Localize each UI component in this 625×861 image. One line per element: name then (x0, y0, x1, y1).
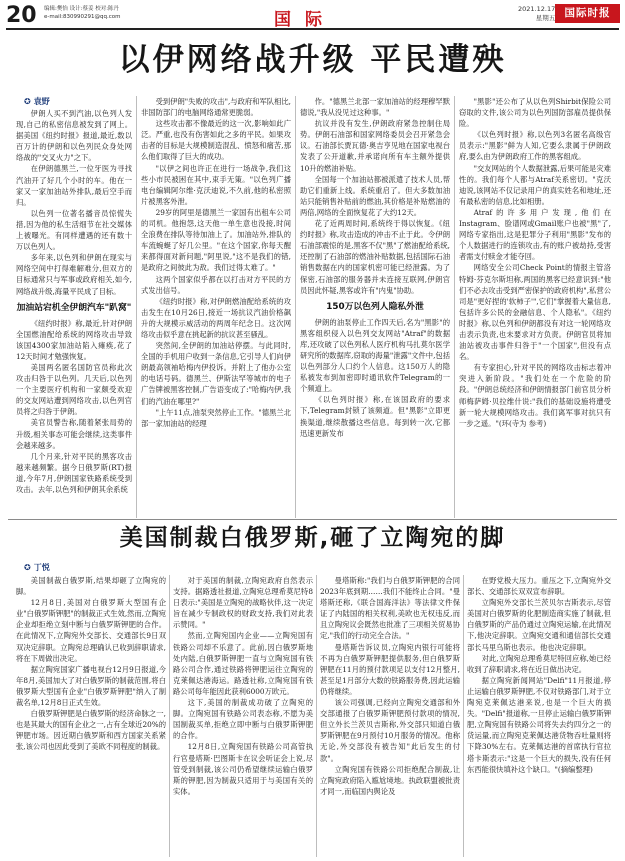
newspaper-logo: 国际时报 (555, 4, 620, 23)
page-number: 20 (6, 3, 37, 28)
paragraph: 12月8日,立陶宛国有铁路公司高管执行官曼塔斯·巴图斯卡在议会听证会上说,尽管受到制裁,该公司仍希望继续运输白俄罗斯的钾肥,因为制裁只适用于与美国有关的实体。 (173, 742, 313, 796)
weekday-text: 星期五 (535, 14, 556, 22)
paragraph: 作。"德黑兰北部一家加油站的经理穆罕默德说,"我从没见过这种事。" (300, 97, 450, 118)
paragraph: 《纽约时报》称,最近,针对伊朗全国燃油配给系统的网络攻击导致该国4300家加油站陷入瘫痪,花了12天时间才勉强恢复。 (16, 318, 132, 361)
paragraph: "黑影"还公布了从以色列Shirbit保险公司窃取的文件,该公司为以色列国防部雇员提供保险。 (459, 97, 611, 129)
star-icon: ✪ (24, 97, 31, 106)
article1-column-2 (141, 96, 291, 518)
article1-byline (24, 96, 50, 107)
paragraph: 《以色列时报》称,以色列3名匿名高级官员表示:"黑影"鲜为人知,它要么隶属于伊朗政府,要么由为伊朗政府工作的黑客组成。 (459, 130, 611, 162)
article1-author: 袁野 (33, 97, 50, 106)
paragraph: 然而,立陶宛国内企业——立陶宛国有铁路公司却不乐意了。此前,因白俄罗斯地处内陆,白俄罗斯钾肥一直与立陶宛国有铁路公司合作,通过铁路将钾肥运往立陶宛的克莱佩达港海运。路透社称,立陶宛国有铁路公司每年能因此获利6000万欧元。 (173, 631, 313, 696)
credits (44, 5, 120, 21)
paragraph: 伊朗人买不到汽油,以色列人发现,自己的私密信息被发到了网上。据美国《纽约时报》报道,最近,数以百万计的伊朗和以色列民众身处网络战的"交叉火力"之下。 (16, 109, 132, 163)
paragraph: 在野党极大压力。重压之下,立陶宛外交部长、交通部长双双宣布辞职。 (467, 576, 611, 597)
paragraph: 突然间,全伊朗的加油站停摆。与此同时,全国的手机用户收到一条信息,它引导人们向伊朗最高领袖哈梅内伊投诉。并附上了他办公室的电话号码。德黑兰、伊斯法罕等城市的电子广告牌被黑客控制,广告语变成了:"哈梅内伊,我们的汽油在哪里?" (141, 341, 291, 406)
date-text: 2021.12.17 (518, 5, 556, 13)
issue-date (518, 5, 555, 23)
paragraph: 曼塔斯告诉议员,立陶宛内银行可能将不再为白俄罗斯钾肥提供服务,但白俄罗斯钾肥在11月的预付款项足以支付12月整月,甚至足1月部分大数的铁路服务费,因此运输仍将继续。 (320, 642, 460, 696)
article2-column-1 (16, 575, 166, 857)
paragraph: Atraf的许多用户发现,他们在Instagram、脸谱网或Gmail账户也被"黑"了,网络专家指出,这是犯罪分子利用"黑影"发布的个人数据进行的连锁攻击,有的账户被劫持,受害者需支付赎金才能夺回。 (459, 207, 611, 262)
column-divider (136, 96, 137, 518)
column-divider (454, 96, 455, 518)
credits-email: e-mail:830990291@qq.com (44, 14, 121, 20)
paragraph: 伊朗的油泵停止工作四天后,名为"黑影"的黑客组织侵入以色列交友网站"Atraf"的数据库,还攻破了以色列私人医疗机构马扎莫尔医学研究所的数据库,窃取的海量"泄露"文件中,包括以色列部分人口约个人信息。这150万人的隐私被发布到加密即时通讯软件Telegram的一个频道上。 (300, 317, 450, 394)
paragraph: 全国每一个加油站都被派遣了技术人员,帮助它们重新上线。系统重启了。但大多数加油站只能销售补贴前的燃油,其价格是补贴燃油的两倍,网络的全面恢复花了大约12天。 (300, 174, 450, 217)
article1-column-4 (459, 96, 611, 518)
paragraph: 白俄罗斯钾肥是白俄罗斯的经济命脉之一,也是其最大的国有企业之一,占有全球近20%的钾肥市场。因近期白俄罗斯和西方国家关系紧张,该公司也因此受到了美欧不同程度的制裁。 (16, 709, 166, 752)
masthead-rule (6, 28, 619, 30)
paragraph: 美官员警告称,随着紧张局势的升级,相关事态可能会继续,这类事件会越来越多。 (16, 418, 132, 450)
paragraph: 网络安全公司Check Point的情报主管洛特姆·芬克尔斯坦称,两国的黑客已经意识到:"他们不必去攻击受到严密保护的政府机构",私营公司是"更好捏的'软柿子'",它们"掌握着大量信息,包括许多公民的金融信息、个人隐私"。《纽约时报》称,以色列和伊朗都没有对这一轮网络攻击表示负责,也未要求对方负责。伊朗官员将加油站被攻击事件归咎于"一个国家",但没有点名。 (459, 263, 611, 362)
article2-column-3 (320, 575, 460, 857)
paragraph: 以色列一位著名播音员惊慌失措,因为他的私生活细节在社交媒体上被曝光。有同样遭遇的还有数十万以色列人。 (16, 208, 132, 252)
section-title: 国际 (274, 10, 336, 30)
paragraph: 立陶宛外交部长兰茨贝尔吉斯表示,尽管美国对白俄罗斯的化肥制造商实施了制裁,但白俄罗斯的产品仍通过立陶宛运输,在此情况下,他决定辞职。立陶宛交通和通信部长交通部长马里乌斯也表示。他也决定辞职。 (467, 598, 611, 652)
article2-byline (24, 562, 50, 573)
paragraph: 该公司强调,已经向立陶宛交通部和外交部通报了白俄罗斯钾肥预付款项的情况,但立外长兰茨贝吉斯称,外交部只知道白俄罗斯钾肥在9月预付10月服务的情况。他称无论,外交部没有被告知"此后发生的付款"。 (320, 698, 460, 763)
paragraph: 据立陶宛新闻网站"Delfi"11月报道,停止运输白俄罗斯钾肥,不仅对铁路部门,对于立陶宛克莱佩达港来说,也是一个巨大的损失。"Delfi"报道称,一旦停止运输白俄罗斯钾肥,立陶宛国有铁路公司将失去约四分之一的货运量,而立陶宛克莱佩达港货物吞吐量则将下降30%左右。克莱佩达港的首席执行官拉塔卡斯表示:"这是一个巨大的损失,没有任何东西能很快填补这个缺口。"(摘编整理) (467, 675, 611, 774)
paragraph: 花了近两周时间,系统终于得以恢复。《纽约时报》称,攻击造成的冲击不止于此。令伊朗石油部震惊的是,黑客不仅"黑"了燃油配给系统,还控制了石油部的燃油补贴数据,包括国际石油销售数据在内的国家机密可能已经泄露。为了保密,石油部的服务器并未连接互联网,伊朗官员因此怀疑,黑客或许有"内鬼"协助。 (300, 219, 450, 295)
column-divider (463, 575, 464, 857)
column-divider (316, 575, 317, 857)
article2-column-4 (467, 575, 611, 857)
paragraph: 对此,立陶宛总理希莫尼特回应称,她已经收到了辞职请求,将在近日做出决定。 (467, 653, 611, 674)
paragraph: 立陶宛国有铁路公司拒绝配合制裁,让立陶宛政府陷入尴尬境地。执政联盟被批责才同一,而临国内舆论及 (320, 764, 460, 796)
paragraph: 对于美国的制裁,立陶宛政府自然表示支持。据路透社报道,立陶宛总理希莫尼特8日表示:"美国是立陶宛的战略伙伴,这一决定旨在减少专制政权的财政支持,我们对此表示赞同。" (173, 576, 313, 630)
article1-subheading-1: 加油站宕机全伊朗汽车"趴窝" (16, 302, 132, 313)
paragraph: 有专家担心,针对平民的网络攻击标志着冲突进入新阶段。"我们处在一个危险的阶段。"伊朗总统经济和伊朗情报部门前官员分析师梅萨姆·贝拉维什说:"我们的基础设施将遭受新一轮大规模网络攻击。我们离军事对抗只有一步之遥。"(环(寺为 参考) (459, 363, 611, 428)
paragraph: 这两个国家似乎都在以打击对方平民的方式发出信号。 (141, 274, 291, 295)
star-icon: ✪ (24, 563, 31, 572)
paragraph: 在伊朗德黑兰,一位牙医为寻找汽油开了好几个小时的车。他在一家又一家加油站外排队,最后空手而归。 (16, 164, 132, 207)
column-divider (169, 575, 170, 857)
a1c1-paras (16, 108, 132, 297)
paragraph: 29岁的阿里是德黑兰一家国有出租车公司的司机。他抱怨,这天他一单生意也没接,时间全浪费在排队等待加油上了。加油站外,排队的车流蜿蜒了好几公里。"在这个国家,你每天醒来都得面对新问题,"阿里说,"这不是我们的错,是政府之间彼此为敌。我们过得太难了。" (141, 207, 291, 273)
article1-column-1 (16, 108, 132, 518)
paragraph: 几个月来,针对平民的黑客攻击越来越频繁。据今日俄罗斯(RT)报道,今年7月,伊朗国家铁路系统受到攻击。去年,以色列和伊朗其余系统 (16, 451, 132, 494)
article2-column-2 (173, 575, 313, 857)
paragraph: "以伊之间也许正在进行一场战争,我们这些小市民被困在其中,束手无策。"以色列广播电台编辑阿尔维·克沃迪说,不久前,他的私密照片被黑客外泄。 (141, 163, 291, 206)
paragraph: 曼塔斯称:"我们与白俄罗斯钾肥的合同2023年底到期……我们不能终止合同。"曼塔斯还称,《联合国海洋法》等法律文件保证了内陆国的相关权利,美欧也无权违反,而且立陶宛议会既然也批准了三项相关贸易协定,"我们的行动完全合法。" (320, 576, 460, 641)
paragraph: 美国两名匿名国防官员称此次攻击归咎于以色列。几天后,以色列一个主要医疗机构和一家颇受欢迎的交友网站遭到网络攻击,以色列官员将之归咎于伊朗。 (16, 362, 132, 417)
paragraph: 抗议并没有发生,伊朗政府紧急控制住局势。伊朗石油部和国家网络委员会召开紧急会议。石油部长贾瓦德·奥吉亨见地在国家电视台发表了公开道歉,并承诺向所有车主额外提供10升的燃油补贴。 (300, 119, 450, 173)
paragraph: 受到伊朗"失败的攻击",与政府和军队相比,非国防部门的电脑网络通常更脆弱。 (141, 97, 291, 118)
article2-headline: 美国制裁白俄罗斯,砸了立陶宛的脚 (119, 525, 506, 551)
paragraph: 据立陶宛国家广播电视台12月9日报道,今年8月,美国加大了对白俄罗斯的制裁范围,将白俄罗斯大型国有企业"白俄罗斯钾肥"纳入了制裁名单,12月8日正式生效。 (16, 664, 166, 708)
credits-editors: 编辑:樊怡 设计:蔡姜 校对:陈丹 (44, 6, 120, 12)
paragraph: "上午11点,油泵突然停止工作。"德黑兰北部一家加油站的经理 (141, 407, 291, 428)
paragraph: 《以色列时报》称,在该国政府的要求下,Telegram封锁了该频道。但"黑影"立即更换渠道,继续散播这些信息。每到转一次,它都迅速更新发布 (300, 395, 450, 438)
paragraph: 多年来,以色列和伊朗在现实与网络空间中打得难解难分,但双方的目标通常只与军事或政府相关,如今,网络战升级,海量平民成了目标。 (16, 253, 132, 296)
paragraph: "交友网站的个人数据泄露,后果可能是灾难性的。我们每个人都与Atraf关系密切。"克沃迪说,该网站不仅记录用户的真实姓名和地址,还有最私密的信息,比如相册。 (459, 163, 611, 206)
article-separator (8, 519, 617, 520)
article1-column-3 (300, 96, 450, 518)
paragraph: 《纽约时报》称,对伊朗燃油配给系统的攻击发生在10月26日,接近一场抗议汽油价格飙升的大规模示威活动的两周年纪念日。这次网络攻击似乎意在挑起新的抗议甚至骚乱。 (141, 296, 291, 339)
a1c1-paras-2 (16, 318, 132, 496)
paragraph: 这些攻击都不像最近的这一次,影响如此广泛。严重,也没有伤害如此之多的平民。如果攻击者的目标是大规模制造混乱、愤怒和痛苦,那么他们取得了巨大的成功。 (141, 119, 291, 162)
article1-subheading-2: 150万以色列人隐私外泄 (326, 301, 424, 312)
paragraph: 美国制裁白俄罗斯,结果却砸了立陶宛的脚。 (16, 576, 166, 597)
paragraph: 这下,美国的制裁成功破了立陶宛的脚。立陶宛国有铁路公司表态称,不愿为美国制裁买单,拒绝立即中断与白俄罗斯钾肥的合作。 (173, 698, 313, 741)
column-divider (295, 96, 296, 518)
article2-author: 丁悦 (33, 563, 50, 572)
article1-headline: 以伊网络战升级 平民遭殃 (118, 42, 507, 78)
paragraph: 12月8日,美国对白俄罗斯大型国有企业"白俄罗斯钾肥"的制裁正式生效,然而,立陶宛企业却拒绝立刻中断与白俄罗斯钾肥的合作。在此情况下,立陶宛外交部长、交通部长9日双双决定辞职。立陶宛总理确认已收到辞职请求,将在下周做出决定。 (16, 598, 166, 663)
